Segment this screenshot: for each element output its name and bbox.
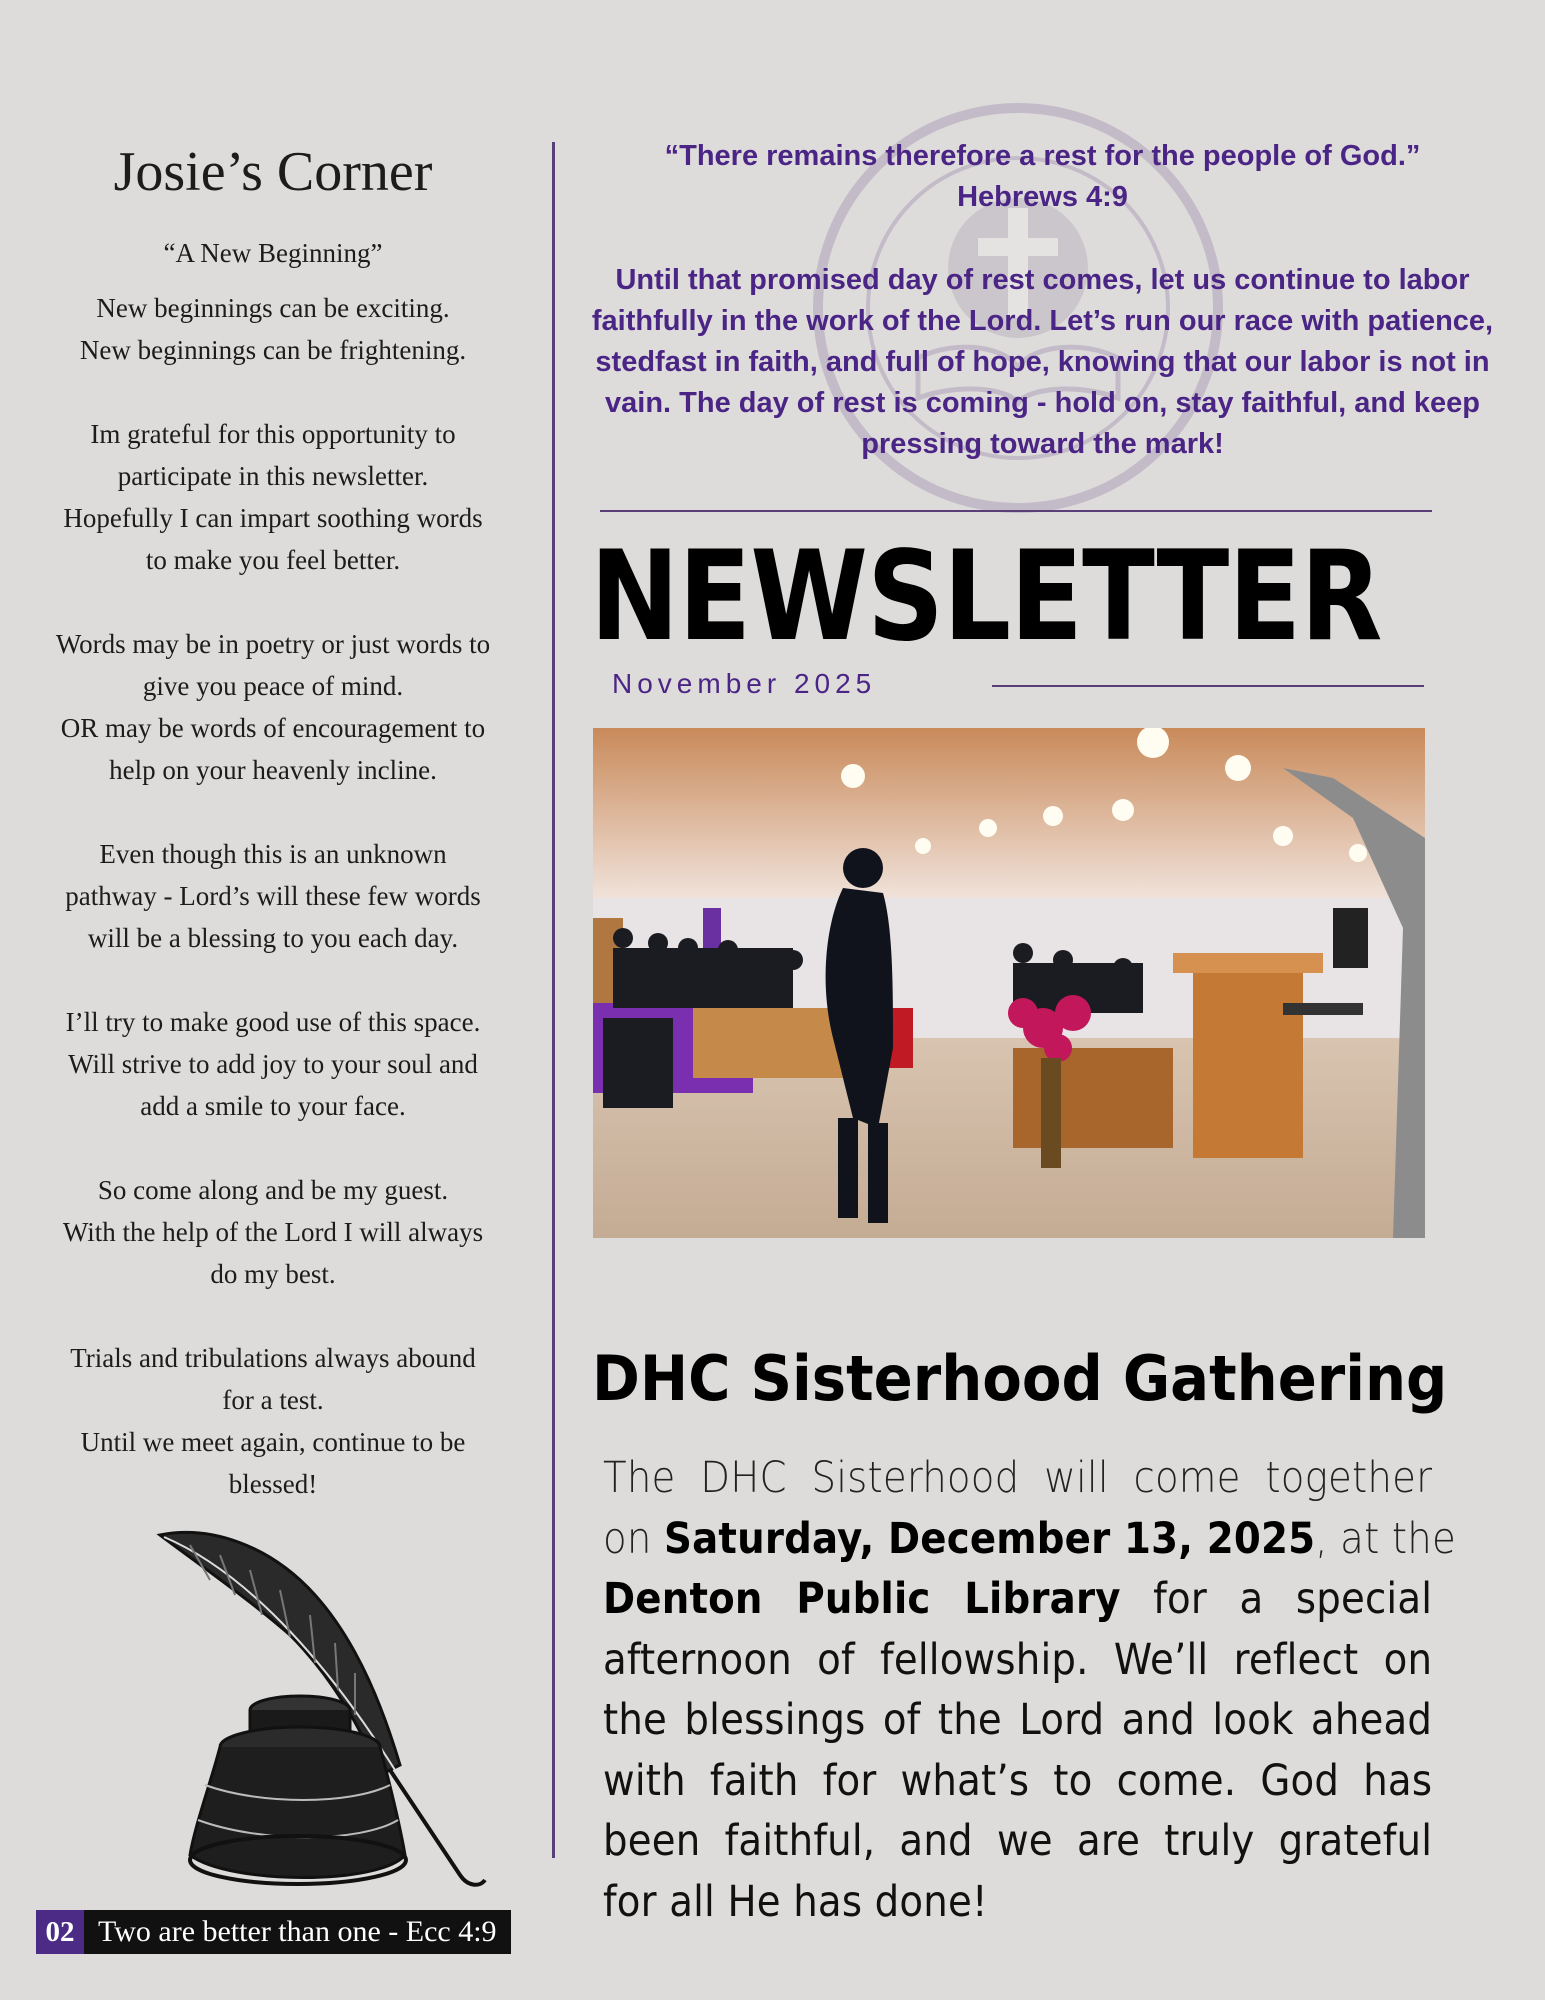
poem-line: will be a blessing to you each day. <box>87 923 459 953</box>
poem-line: OR may be words of encouragement to <box>60 713 486 743</box>
date-rule <box>992 685 1424 687</box>
poem-line: I’ll try to make good use of this space. <box>65 1007 481 1037</box>
poem-stanza <box>28 287 518 371</box>
event-date: Saturday, December 13, 2025 <box>664 1513 1316 1564</box>
event-location: Denton Public Library <box>603 1574 1121 1624</box>
poem-line: help on your heavenly incline. <box>109 755 437 785</box>
poem-line: Hopefully I can impart soothing words <box>63 503 483 533</box>
article-line: for all He has done! <box>603 1876 988 1927</box>
footer-verse: Two are better than one - Ecc 4:9 <box>84 1910 511 1954</box>
encouragement-line: stedfast in faith, and full of hope, knowing that our labor is not in <box>595 346 1490 378</box>
article-headline: DHC Sisterhood Gathering <box>592 1342 1448 1415</box>
scripture-reference: Hebrews 4:9 <box>957 181 1128 213</box>
column-divider <box>552 142 555 1858</box>
quill-inkwell-illustration <box>150 1525 495 1890</box>
newsletter-masthead: NEWSLETTER <box>590 525 1382 669</box>
poem-line: Even though this is an unknown <box>99 839 447 869</box>
poem-line: So come along and be my guest. <box>97 1175 449 1205</box>
poem-stanza <box>28 833 518 959</box>
scripture-quote: “There remains therefore a rest for the people of God.” <box>664 140 1421 172</box>
column-title: Josie’s Corner <box>113 141 433 203</box>
poem-line: With the help of the Lord I will always <box>62 1217 484 1247</box>
poem-line: for a test. <box>222 1385 324 1415</box>
article-line: the blessings of the Lord and look ahead <box>603 1695 1433 1745</box>
poem-body <box>28 287 518 1505</box>
poem-line: Will strive to add joy to your soul and <box>68 1049 478 1079</box>
article-line: with faith for what’s to come. God has <box>603 1755 1433 1806</box>
poem-line: blessed! <box>228 1469 318 1499</box>
page-number: 02 <box>36 1910 84 1954</box>
article-line: The DHC Sisterhood will come together <box>603 1453 1433 1503</box>
poem-line: Words may be in poetry or just words to <box>55 629 491 659</box>
poem-stanza <box>28 1001 518 1127</box>
josies-corner-column <box>28 140 518 1547</box>
poem-line: pathway - Lord’s will these few words <box>65 881 481 911</box>
article-line: been faithful, and we are truly grateful <box>603 1816 1433 1866</box>
poem-stanza <box>28 1337 518 1505</box>
poem-line: participate in this newsletter. <box>117 461 429 491</box>
poem-line: add a smile to your face. <box>140 1091 406 1121</box>
encouragement-line: vain. The day of rest is coming - hold on, stay faithful, and keep <box>605 387 1480 419</box>
poem-stanza <box>28 413 518 581</box>
masthead-rule <box>600 510 1432 512</box>
poem-line: do my best. <box>210 1259 336 1289</box>
encouragement-line: Until that promised day of rest comes, let us continue to labor <box>615 264 1470 296</box>
poem-line: Im grateful for this opportunity to <box>90 419 456 449</box>
scripture-block <box>560 136 1525 465</box>
encouragement-line: pressing toward the mark! <box>861 428 1224 460</box>
poem-line: to make you feel better. <box>145 545 401 575</box>
article-line: afternoon of fellowship. We’ll reflect on <box>603 1634 1433 1685</box>
article-line: Denton Public Library for a special <box>603 1574 1433 1624</box>
article-line: on Saturday, December 13, 2025, at the <box>603 1513 1456 1564</box>
poem-line: Until we meet again, continue to be <box>80 1427 466 1457</box>
article-body <box>603 1448 1456 1932</box>
issue-date: November 2025 <box>612 668 877 699</box>
poem-stanza <box>28 1169 518 1295</box>
poem-title: “A New Beginning” <box>163 238 383 268</box>
page-footer <box>36 1910 511 1954</box>
poem-stanza <box>28 623 518 791</box>
poem-line: Trials and tribulations always abound <box>70 1343 476 1373</box>
church-service-photo <box>593 728 1425 1238</box>
encouragement-line: faithfully in the work of the Lord. Let’s run our race with patience, <box>591 305 1494 337</box>
poem-line: New beginnings can be exciting. <box>96 293 450 323</box>
poem-line: New beginnings can be frightening. <box>79 335 467 365</box>
poem-line: give you peace of mind. <box>142 671 404 701</box>
